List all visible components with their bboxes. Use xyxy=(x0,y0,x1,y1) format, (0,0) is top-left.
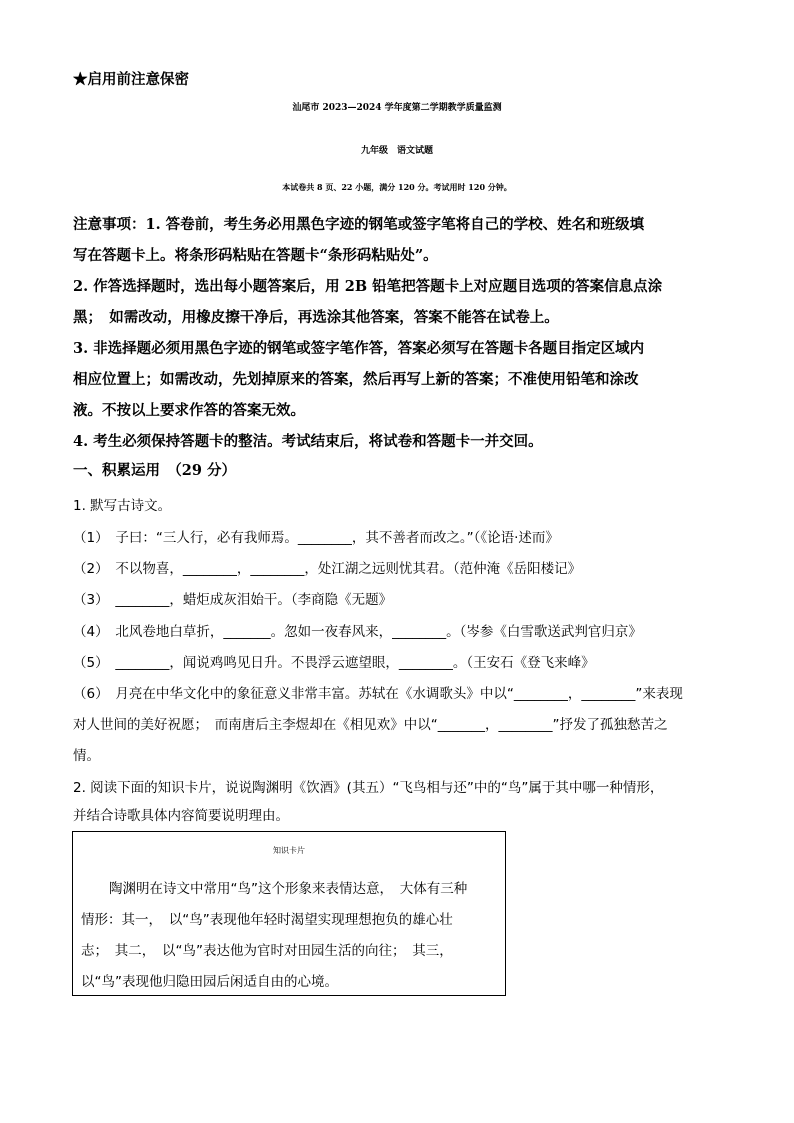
question-stem: 2. 阅读下面的知识卡片，说说陶渊明《饮酒》(其五）“飞鸟相与还”中的“鸟”属于其中哪一种情形， xyxy=(73,780,664,796)
exam-title: 汕尾市 2023—2024 学年度第二学期教学质量监测 xyxy=(292,103,502,113)
question-stem: 1. 默写古诗文。 xyxy=(73,498,172,514)
knowledge-card xyxy=(72,831,506,996)
notes-line: 3. 非选择题必须用黑色字迹的钢笔或签字笔作答，答案必须写在答题卡各题目指定区域内 xyxy=(73,340,645,357)
notes-line: 2. 作答选择题时，选出每小题答案后，用 2B 铅笔把答题卡上对应题目选项的答案信息点涂 xyxy=(73,278,663,295)
notes-line: 写在答题卡上。将条形码粘贴在答题卡“条形码粘贴处”。 xyxy=(73,247,438,264)
section-heading: 一、积累运用 （29 分） xyxy=(73,462,236,479)
question-item: （6） 月亮在中华文化中的象征意义非常丰富。苏轼在《水调歌头》中以“________，________”来表现 xyxy=(73,686,683,702)
card-line: 情形：其一， 以“鸟”表现他年轻时渴望实现理想抱负的雄心壮 xyxy=(81,912,453,928)
notes-line: 液。不按以上要求作答的答案无效。 xyxy=(73,402,305,419)
card-line: 志； 其二， 以“鸟”表达他为官时对田园生活的向往； 其三， xyxy=(81,943,453,959)
notes-line: 黑； 如需改动，用橡皮擦干净后，再选涂其他答案，答案不能答在试卷上。 xyxy=(73,309,559,326)
question-item: （1） 子曰：“三人行，必有我师焉。________，其不善者而改之。”（《论语·述而》 xyxy=(73,530,559,546)
notes-line: 注意事项：1. 答卷前，考生务必用黑色字迹的钢笔或签字笔将自己的学校、姓名和班级填 xyxy=(73,216,645,233)
question-item: （3） ________，蜡炬成灰泪始干。（李商隐《无题》 xyxy=(73,592,393,608)
exam-info: 本试卷共 8 页、22 小题，满分 120 分。考试用时 120 分钟。 xyxy=(282,182,512,192)
question-stem: 并结合诗歌具体内容简要说明理由。 xyxy=(73,808,289,824)
notes-line: 相应位置上；如需改动，先划掉原来的答案，然后再写上新的答案；不准使用铅笔和涂改 xyxy=(73,371,639,388)
question-item: （2） 不以物喜，________，________，处江湖之远则忧其君。（范仲淹《岳阳楼记》 xyxy=(73,561,582,577)
exam-subtitle: 九年级 语文试题 xyxy=(360,146,433,156)
confidential-notice: ★启用前注意保密 xyxy=(73,71,189,88)
question-item: 情。 xyxy=(73,748,100,764)
notes-line: 4. 考生必须保持答题卡的整洁。考试结束后，将试卷和答题卡一并交回。 xyxy=(73,433,543,450)
card-line: 以“鸟”表现他归隐田园后闲适自由的心境。 xyxy=(81,974,338,990)
question-item: （5） ________，闻说鸡鸣见日升。不畏浮云遮望眼，________。（王安石《登飞来峰》 xyxy=(73,655,595,671)
card-line: 陶渊明在诗文中常用“鸟”这个形象来表情达意， 大体有三种 xyxy=(109,881,468,897)
question-item: 对人世间的美好祝愿； 而南唐后主李煜却在《相见欢》中以“_______，________”抒发了孤独愁苦之 xyxy=(73,717,668,733)
card-title: 知识卡片 xyxy=(273,846,305,855)
question-item: （4） 北风卷地白草折，_______。忽如一夜春风来，________。（岑参《白雪歌送武判官归京》 xyxy=(73,624,642,640)
